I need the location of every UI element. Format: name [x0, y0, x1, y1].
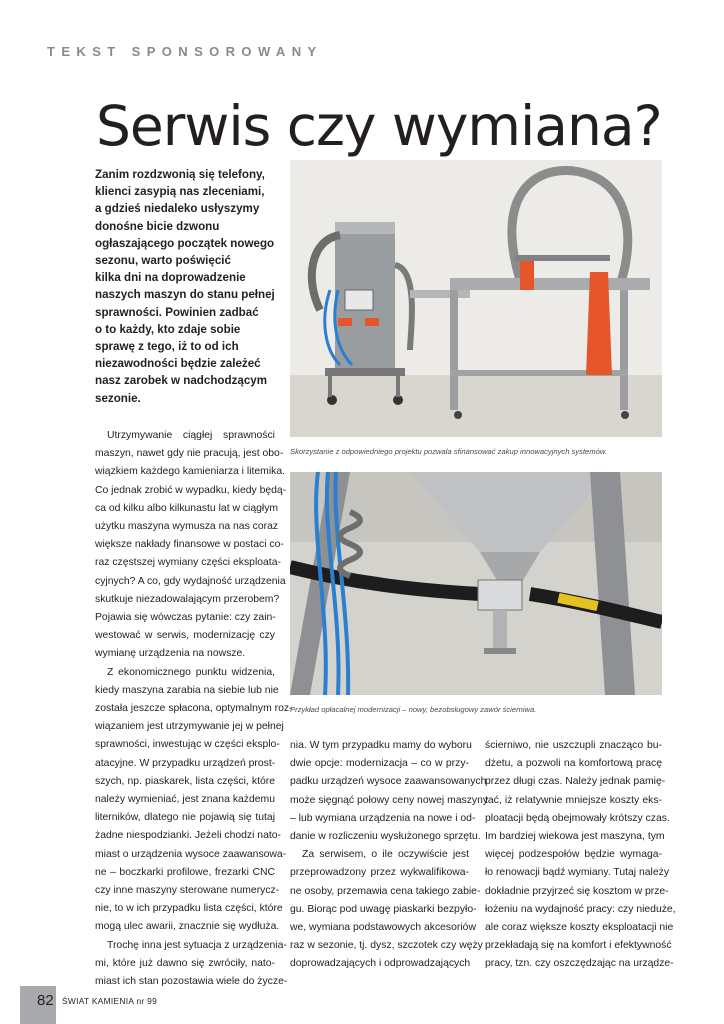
text-line: skutkuje niezadowalającym przerobem?	[95, 593, 280, 605]
text-line: ale coraz większe koszty eksploatacji nie	[485, 922, 674, 934]
text-line: należy wymieniać, jest znana każdemu	[95, 794, 275, 806]
article-column-3	[485, 737, 676, 974]
lead-line: niezawodności będzie zależeć	[95, 357, 261, 371]
page-number: 82	[37, 992, 54, 1009]
text-line: łożeniu na wydajność pracy: czy nieduże,	[485, 903, 676, 915]
article-column-1	[95, 427, 293, 991]
lead-line: nasz zarobek w nadchodzącym	[95, 374, 268, 388]
text-line: atacyjne. W przypadku urządzeń prost-	[95, 757, 276, 769]
text-line: dokładnie przyjrzeć się kosztom w prze-	[485, 885, 669, 897]
lead-line: a gdzieś niedaleko usłyszymy	[95, 202, 260, 216]
text-line: ca od kilku albo kilkunastu lat w ciągłym	[95, 502, 279, 514]
text-line: Z ekonomicznego punktu widzenia,	[107, 666, 275, 678]
text-line: nie, to w ich przypadku lista części, które	[95, 903, 283, 915]
lead-line: klienci zasypią nas zleceniami,	[95, 185, 265, 199]
text-line: sprawności, inwestując w części eksplo-	[95, 739, 280, 751]
text-line: Im bardziej wiekowa jest maszyna, tym	[485, 831, 665, 843]
text-line: maszyn, nawet gdy nie pracują, jest obo-	[95, 448, 284, 460]
text-line: Pojawia się wówczas pytanie: czy zain-	[95, 612, 276, 624]
photo-caption-1: Skorzystanie z odpowiedniego projektu pozwala sfinansować zakup innowacyjnych systemów.	[290, 447, 607, 456]
photo-sandblaster-machine	[290, 160, 662, 437]
text-line: żadne niespodzianki. Jeżeli chodzi nato-	[95, 830, 281, 842]
text-line: miast ich stan pozostawia wiele do życze-	[95, 976, 288, 988]
text-line: mogą ulec awarii, znacznie się wydłuża.	[95, 921, 280, 933]
footer-publication: ŚWIAT KAMIENIA nr 99	[62, 996, 158, 1006]
text-line: dwie opcje: modernizacja – co w przy-	[290, 758, 469, 770]
lead-line: ogłaszającego początek nowego	[95, 236, 275, 250]
text-line: Za serwisem, o ile oczywiście jest	[302, 849, 469, 861]
text-line: gu. Biorąc pod uwagę piaskarki bezpyło-	[290, 903, 477, 915]
text-line: ło renowacji bądź wymiany. Tutaj należy	[485, 867, 670, 879]
lead-line: sezonie.	[95, 391, 141, 405]
text-line: Trochę inna jest sytuacja z urządzenia-	[107, 939, 287, 951]
text-line: ploatacji będą obejmowały krótszy czas.	[485, 812, 670, 824]
lead-line: kilka dni na doprowadzenie	[95, 271, 246, 285]
text-line: miast o urządzenia wysoce zaawansowa-	[95, 848, 287, 860]
text-line: westować w serwis, modernizację czy	[95, 630, 275, 642]
text-line: mi, które już dawno się zwróciły, nato-	[95, 957, 275, 969]
text-line: Co jednak zrobić w wypadku, kiedy będą-	[95, 484, 287, 496]
text-line: większe nakłady finansowe w postaci co-	[95, 539, 284, 551]
text-line: raz częstszej wymiany części eksploata-	[95, 557, 281, 569]
lead-line: sprawę z tego, iż to od ich	[95, 340, 239, 354]
text-line: we, wymiana podstawowych akcesoriów	[290, 922, 476, 934]
text-line: danie w rozliczeniu wysłużonego sprzętu.	[290, 831, 481, 843]
lead-line: o to każdy, kto zdaje sobie	[95, 322, 241, 336]
article-lead	[95, 166, 285, 407]
text-line: wiązaniem jest utrzymywanie jej w pełnej	[95, 721, 284, 733]
text-line: przekładają się na komfort i efektywność	[485, 940, 672, 952]
text-line: literników, dlatego nie pojawią się tutaj	[95, 812, 275, 824]
article-column-2	[290, 737, 489, 974]
lead-line: sprawności. Powinien zadbać	[95, 305, 259, 319]
text-line: tać, iż relatywnie mniejsze koszty eks-	[485, 794, 662, 806]
text-line: więcej podzespołów będzie wymaga-	[485, 849, 662, 861]
text-line: ścierniwo, nie uszczupli znacząco bu-	[485, 740, 662, 751]
text-line: kiedy maszyna zarabia na siebie lub nie	[95, 684, 279, 696]
photo-caption-2: Przykład opłacalnej modernizacji – nowy, bezobsługowy zawór ścierniwa.	[290, 705, 537, 714]
text-line: przeprowadzony przez wykwalifikowa-	[290, 867, 469, 879]
text-line: ne – boczkarki profilowe, frezarki CNC	[95, 866, 275, 878]
lead-line: naszych maszyn do stanu pełnej	[95, 288, 275, 302]
text-line: ne osoby, przemawia cena takiego zabie-	[290, 885, 481, 897]
text-line: – lub wymiana urządzenia na nowe i od-	[290, 812, 476, 824]
text-line: może sięgnąć połowy ceny nowej maszyny	[290, 794, 489, 806]
article-title: Serwis czy wymiana?	[96, 94, 662, 158]
text-line: pracy, tzn. czy oszczędzając na urządze-	[485, 958, 674, 970]
text-line: raz w sezonie, tj. dysz, szczotek czy węży	[290, 940, 483, 952]
text-line: wiązkiem każdego kamieniarza i litemika.	[95, 466, 285, 478]
lead-line: donośne bicie dzwonu	[95, 219, 220, 233]
text-line: doprowadzających i odprowadzających	[290, 958, 471, 970]
text-line: wymianę urządzenia na nowsze.	[95, 648, 246, 660]
header-kicker: TEKST SPONSOROWANY	[47, 44, 323, 59]
text-line: czy inne maszyny sterowane numerycz-	[95, 885, 280, 897]
text-line: szych, np. piaskarek, lista części, które	[95, 775, 275, 787]
lead-line: sezonu, warto poświęcić	[95, 254, 231, 268]
text-line: przez długi czas. Należy jednak pamię-	[485, 776, 666, 788]
photo-valve-closeup	[290, 472, 662, 695]
lead-line: Zanim rozdzwonią się telefony,	[95, 168, 265, 181]
text-line: została jeszcze spłacona, optymalnym roz-	[95, 703, 293, 715]
text-line: cyjnych? A co, gdy wydajność urządzenia	[95, 575, 286, 587]
text-line: padku urządzeń wysoce zaawansowanych	[290, 776, 487, 788]
text-line: dżetu, a pozwoli na komfortową pracę	[485, 758, 662, 770]
text-line: nia. W tym przypadku mamy do wyboru	[290, 740, 472, 751]
text-line: użytku maszyna wymusza na nas coraz	[95, 521, 279, 533]
text-line: Utrzymywanie ciągłej sprawności	[107, 430, 275, 441]
